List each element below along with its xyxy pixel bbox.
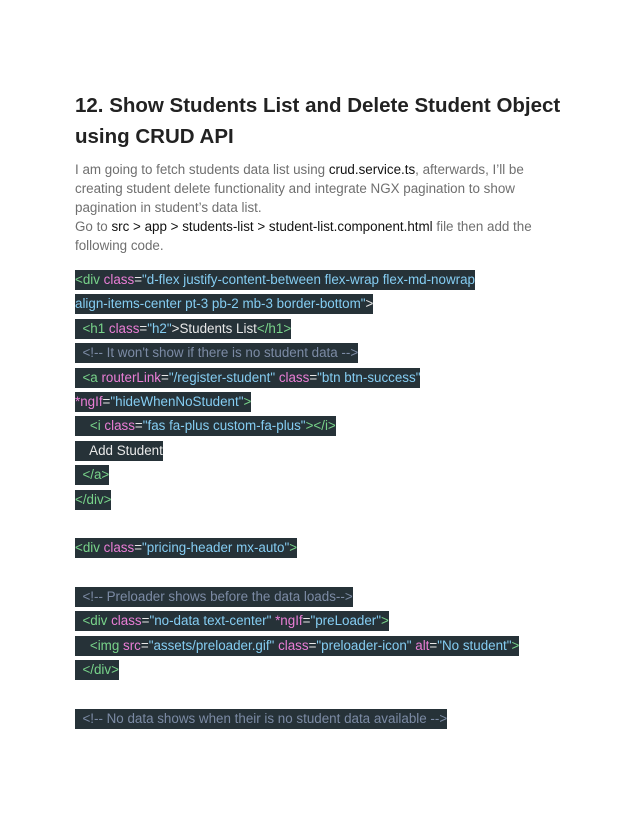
code-token: <i	[75, 418, 105, 434]
code-line-5	[75, 366, 595, 390]
code-token: >	[243, 393, 252, 409]
code-token: =	[302, 613, 311, 629]
intro-paragraph	[75, 160, 575, 255]
code-token: alt	[415, 637, 430, 653]
code-token: "assets/preloader.gif"	[148, 637, 275, 653]
code-token: =	[102, 393, 111, 409]
code-token: =	[134, 418, 143, 434]
code-token: "No student"	[437, 637, 512, 653]
code-token: >	[365, 296, 374, 312]
code-line-15	[75, 609, 595, 633]
intro-text: , afterwards, I’ll be	[415, 162, 524, 177]
intro-text: file then add the	[432, 219, 532, 234]
code-token: =	[134, 540, 143, 556]
code-token: <a	[75, 369, 102, 385]
code-block	[75, 268, 595, 731]
code-token: *ngIf	[75, 393, 103, 409]
code-token: "d-flex justify-content-between flex-wrap flex-md-nowrap	[142, 272, 475, 287]
code-token: align-items-center pt-3 pb-2 mb-3 border-bottom"	[75, 296, 366, 312]
code-token: "pricing-header mx-auto"	[142, 540, 290, 556]
code-token: class	[103, 540, 135, 556]
code-token: =	[429, 637, 438, 653]
code-token: </h1>	[256, 320, 292, 336]
code-token: "hideWhenNoStudent"	[110, 393, 244, 409]
code-token: class	[103, 272, 135, 287]
section-heading	[75, 90, 575, 152]
code-token: ></i>	[305, 418, 336, 434]
code-token: >	[381, 613, 389, 629]
code-token: </div>	[75, 662, 119, 678]
code-token: =	[160, 369, 169, 385]
code-token: >	[171, 320, 180, 336]
code-token: "fas fa-plus custom-fa-plus"	[142, 418, 306, 434]
code-token: <div	[75, 613, 112, 629]
code-token: =	[308, 637, 317, 653]
code-token: "preloader-icon"	[316, 637, 412, 653]
code-token: routerLink	[101, 369, 161, 385]
code-token: =	[141, 613, 150, 629]
code-line-1	[75, 268, 595, 292]
code-line-14	[75, 585, 595, 609]
code-token: src	[123, 637, 141, 653]
code-line-19	[75, 707, 595, 731]
code-token: =	[134, 272, 143, 287]
code-token: =	[309, 369, 318, 385]
code-line-9	[75, 463, 595, 487]
intro-line-3: pagination in student’s data list.	[75, 200, 262, 215]
code-token: *ngIf	[275, 613, 303, 629]
code-line-blank	[75, 561, 595, 585]
code-line-12	[75, 536, 595, 560]
intro-text: Go to	[75, 219, 112, 234]
code-token: <div	[75, 540, 104, 556]
code-token: Add Student	[75, 442, 163, 458]
heading-line-1: 12. Show Students List and Delete Student Object	[75, 94, 561, 117]
code-line-17	[75, 658, 595, 682]
code-token: >	[511, 637, 520, 653]
code-token: <h1	[75, 320, 109, 336]
code-token: class	[111, 613, 142, 629]
code-line-blank	[75, 512, 595, 536]
code-token: Students List	[179, 320, 257, 336]
code-line-16	[75, 634, 595, 658]
intro-text: I am going to fetch students data list using	[75, 162, 329, 177]
code-line-8	[75, 439, 595, 463]
code-line-2	[75, 292, 595, 316]
intro-line-5: following code.	[75, 238, 164, 253]
code-comment: <!-- It won't show if there is no student data -->	[75, 345, 359, 361]
code-token: "btn btn-success"	[317, 369, 421, 385]
heading-line-2: using CRUD API	[75, 125, 234, 148]
code-token: class	[108, 320, 140, 336]
code-line-6	[75, 390, 595, 414]
code-line-10	[75, 488, 595, 512]
code-token: class	[278, 369, 310, 385]
intro-line-1	[75, 160, 575, 179]
code-line-4	[75, 341, 595, 365]
code-token: =	[139, 320, 148, 336]
code-token: "preLoader"	[310, 613, 382, 629]
filename-crud-service: crud.service.ts	[328, 162, 416, 177]
code-token: class	[104, 418, 135, 434]
code-comment: <!-- Preloader shows before the data loads-->	[75, 589, 353, 605]
code-line-3	[75, 317, 595, 341]
intro-line-2: creating student delete functionality and integrate NGX pagination to show	[75, 181, 515, 196]
code-comment: <!-- No data shows when their is no student data available -->	[75, 711, 448, 727]
code-line-7	[75, 414, 595, 438]
intro-line-4	[75, 217, 575, 236]
code-token: </div>	[75, 491, 112, 507]
code-token: <div	[75, 272, 104, 287]
code-token: =	[140, 637, 149, 653]
code-token: </a>	[75, 467, 110, 483]
code-token: "/register-student"	[168, 369, 276, 385]
code-token: class	[278, 637, 309, 653]
code-token: "no-data text-center"	[149, 613, 272, 629]
code-token: >	[289, 540, 298, 556]
file-path: src > app > students-list > student-list.component.html	[111, 219, 433, 234]
code-token: "h2"	[147, 320, 172, 336]
code-line-blank	[75, 683, 595, 707]
code-token: <img	[75, 637, 123, 653]
